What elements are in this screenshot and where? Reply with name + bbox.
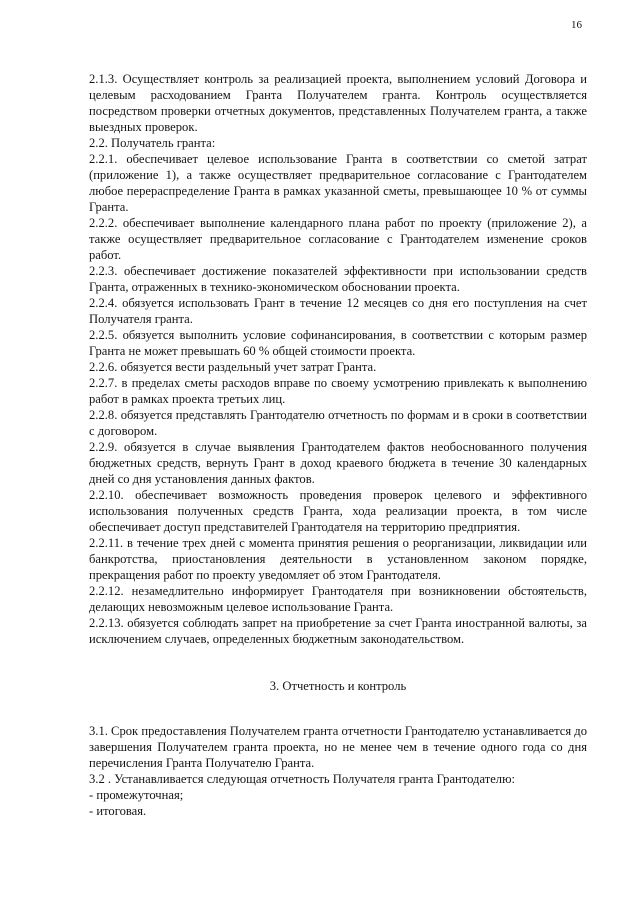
clause-2-2-2: 2.2.2. обеспечивает выполнение календарного плана работ по проекту (приложение 2), а также осуществляет предварительное согласование с Грантодателем изменение сроков работ. <box>89 216 587 262</box>
clause-2-2-13: 2.2.13. обязуется соблюдать запрет на приобретение за счет Гранта иностранной валюты, за исключением случаев, определенных бюджетным законодательством. <box>89 616 587 646</box>
clause-2-2-3: 2.2.3. обеспечивает достижение показателей эффективности при использовании средств Гранта, отраженных в технико-экономическом обосновании проекта. <box>89 264 587 294</box>
clause-2-2-4: 2.2.4. обязуется использовать Грант в течение 12 месяцев со дня его поступления на счет Получателя гранта. <box>89 296 587 326</box>
clause-2-1-3: 2.1.3. Осуществляет контроль за реализацией проекта, выполнением условий Договора и целевым расходованием Гранта Получателем гранта. Контроль осуществляется посредством проверки отчетных документов, представленных Получателем гранта, а также выездных проверок. <box>89 72 587 134</box>
clause-2-2-10: 2.2.10. обеспечивает возможность проведения проверок целевого и эффективного использования полученных средств Гранта, хода реализации проекта, в том числе обеспечивает доступ представителей Грантодателя на территорию предприятия. <box>89 488 587 534</box>
section-3-heading: 3. Отчетность и контроль <box>269 679 407 693</box>
clause-2-2-8: 2.2.8. обязуется представлять Грантодателю отчетность по формам и в сроки в соответствии с договором. <box>89 408 587 438</box>
clause-2-2-11: 2.2.11. в течение трех дней с момента принятия решения о реорганизации, ликвидации или банкротства, приостановления деятельности в установленном законом порядке, прекращения работ по проекту уведомляет об этом Грантодателя. <box>89 536 587 582</box>
clause-2-2-5: 2.2.5. обязуется выполнить условие софинансирования, в соответствии с которым размер Гранта не может превышать 60 % общей стоимости проекта. <box>89 328 587 358</box>
list-item-interim: - промежуточная; <box>89 788 184 802</box>
clause-2-2: 2.2. Получатель гранта: <box>89 136 216 150</box>
section-3 <box>89 723 587 819</box>
list-item-final: - итоговая. <box>89 804 147 818</box>
document-body <box>89 71 587 819</box>
clause-2-2-6: 2.2.6. обязуется вести раздельный учет затрат Гранта. <box>89 360 377 374</box>
clause-2-2-9: 2.2.9. обязуется в случае выявления Грантодателем фактов необоснованного получения бюджетных средств, вернуть Грант в доход краевого бюджета в течение 30 календарных дней со дня установления данных фактов. <box>89 440 587 486</box>
clause-2-2-12: 2.2.12. незамедлительно информирует Грантодателя при возникновении обстоятельств, делающих невозможным целевое использование Гранта. <box>89 584 587 614</box>
clause-3-1: 3.1. Срок предоставления Получателем гранта отчетности Грантодателю устанавливается до завершения Получателем гранта проекта, но не менее чем в течение одного года со дня перечисления Гранта Получателю Гранта. <box>89 724 587 770</box>
page-number: 16 <box>571 19 582 31</box>
clause-3-2: 3.2 . Устанавливается следующая отчетность Получателя гранта Грантодателю: <box>89 772 515 786</box>
clause-2-2-1: 2.2.1. обеспечивает целевое использование Гранта в соответствии со сметой затрат (приложение 1), а также осуществляет предварительное согласование с Грантодателем любое перераспределение Гранта в рамках указанной сметы, превышающее 10 % от суммы Гранта. <box>89 152 587 214</box>
section-2 <box>89 71 587 647</box>
clause-2-2-7: 2.2.7. в пределах сметы расходов вправе по своему усмотрению привлекать к выполнению работ в рамках проекта третьих лиц. <box>89 376 587 406</box>
